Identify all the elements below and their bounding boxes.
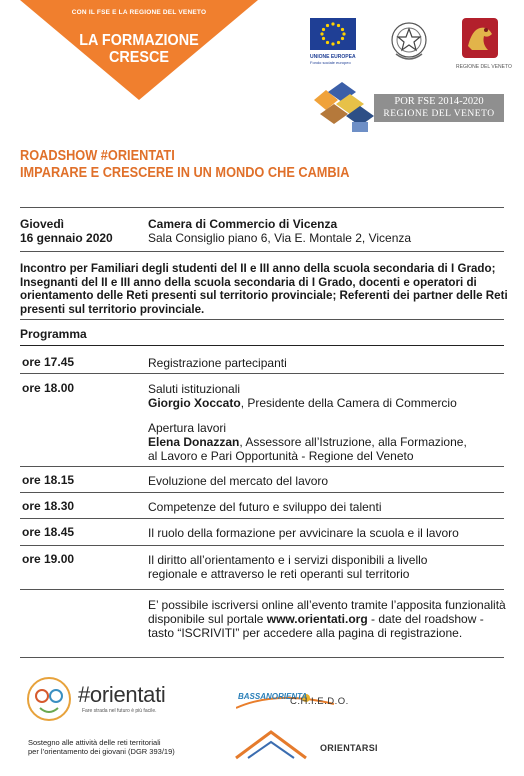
divider <box>20 207 504 208</box>
registration-note: E’ possibile iscriversi online all’evento tramite l’apposita funzionalità disponibile sul portale www.orientati.org - date del roadshow - tasto “ISCRIVITI” per accedere alla pagina di registrazione. <box>148 598 506 640</box>
schedule-item: Competenze del futuro e sviluppo dei talenti <box>148 500 382 514</box>
schedule-item: Il diritto all’orientamento e i servizi disponibili a livello regionale e attraverso le reti operanti sul territorio <box>148 553 428 581</box>
registration-link[interactable]: www.orientati.org <box>266 612 368 626</box>
por-fse-badge: POR FSE 2014-2020 REGIONE DEL VENETO <box>374 94 504 122</box>
divider <box>20 657 504 658</box>
footer-logos <box>20 672 508 772</box>
bassanorienta-logo: BASSANORIENTA <box>236 686 336 720</box>
event-venue: Camera di Commercio di Vicenza Sala Consiglio piano 6, Via E. Montale 2, Vicenza <box>148 217 412 245</box>
por-fse-logo <box>312 82 508 134</box>
orientati-wordmark: #orientati <box>78 682 166 707</box>
orientati-tagline: Fare strada nel futuro è più facile. <box>82 708 157 714</box>
audience-description: Incontro per Familiari degli studenti del II e III anno della scuola secondaria di I Grado; Insegnanti del II e III anno della scuola secondaria di I Grado, docenti e operatori di orientamento delle Reti presenti sul territorio provinciale; Referenti dei partner delle Reti presenti sul territorio provinciale. <box>20 262 508 316</box>
schedule-time: ore 18.00 <box>22 381 75 395</box>
schedule-item: Il ruolo della formazione per avvicinare la scuola e il lavoro <box>148 526 459 540</box>
divider <box>20 518 504 519</box>
divider <box>20 492 504 493</box>
divider <box>20 373 504 374</box>
banner-title: LA FORMAZIONE CRESCE <box>79 32 199 66</box>
por-mosaic-icon <box>312 82 376 134</box>
programma-heading: Programma <box>20 327 87 341</box>
divider <box>20 545 504 546</box>
divider <box>20 345 504 346</box>
divider <box>20 319 504 320</box>
schedule-item: Evoluzione del mercato del lavoro <box>148 474 329 488</box>
banner-subtitle: CON IL FSE E LA REGIONE DEL VENETO <box>71 9 207 16</box>
schedule-time: ore 18.45 <box>22 525 75 539</box>
eu-label: UNIONE EUROPEA Fondo sociale europeo <box>310 54 356 65</box>
header-banner <box>20 0 258 100</box>
chiedo-logo: C.H.I.E.D.O. <box>290 696 349 707</box>
veneto-lion-emblem-icon <box>458 16 502 60</box>
eu-flag-icon <box>310 18 356 50</box>
veneto-label: REGIONE DEL VENETO <box>456 64 512 70</box>
divider <box>20 251 504 252</box>
divider <box>20 466 504 467</box>
schedule-time: ore 18.15 <box>22 473 75 487</box>
event-date: Giovedì 16 gennaio 2020 <box>20 217 113 245</box>
schedule-item: Registrazione partecipanti <box>148 356 287 370</box>
divider <box>20 589 504 590</box>
orientarsi-logo-icon <box>234 728 308 762</box>
support-note: Sostegno alle attività delle reti territoriali per l’orientamento dei giovani (DGR 393/19) <box>28 738 175 756</box>
schedule-time: ore 19.00 <box>22 552 75 566</box>
institutional-logos <box>308 14 512 74</box>
orientarsi-wordmark: ORIENTARSI <box>320 743 378 753</box>
orientati-owl-icon <box>26 676 72 722</box>
italian-republic-emblem-icon <box>388 18 430 66</box>
schedule-item: Saluti istituzionali Giorgio Xoccato, Presidente della Camera di Commercio Apertura lavori Elena Donazzan, Assessore all’Istruzione, alla Formazione, al Lavoro e Pari Opportunità - Regione del Veneto <box>148 382 467 463</box>
schedule-time: ore 17.45 <box>22 355 75 369</box>
event-title: ROADSHOW #ORIENTATI IMPARARE E CRESCERE IN UN MONDO CHE CAMBIA <box>20 148 350 181</box>
schedule-time: ore 18.30 <box>22 499 75 513</box>
